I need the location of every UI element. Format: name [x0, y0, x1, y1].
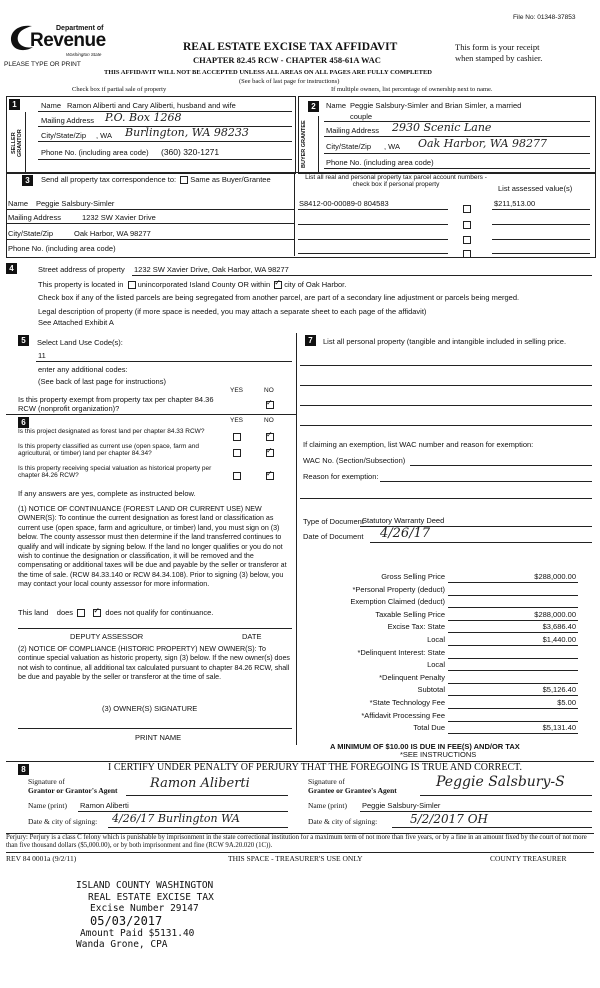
tax-row-value[interactable]: $5,126.40	[542, 685, 576, 694]
tax-row-value[interactable]: $5.00	[557, 698, 576, 707]
unincorporated-checkbox[interactable]	[128, 281, 136, 289]
buyer-city-prefix: , WA	[384, 142, 400, 151]
tax-row-label: *Delinquent Penalty	[379, 673, 445, 682]
list-parcels-header: List all real and personal property tax parcel account numbers - check box if personal property	[305, 174, 487, 188]
street-label: Street address of property	[38, 265, 125, 274]
tax-row-label: Excise Tax: State	[387, 622, 445, 631]
owner-signature-label: (3) OWNER(S) SIGNATURE	[102, 704, 198, 713]
buyer-city[interactable]: Oak Harbor, WA 98277	[418, 137, 548, 150]
seller-name-label: Name	[41, 101, 62, 110]
grantor-date-city[interactable]: 4/26/17 Burlington WA	[112, 812, 240, 825]
warning-text: THIS AFFIDAVIT WILL NOT BE ACCEPTED UNLESS ALL AREAS ON ALL PAGES ARE FULLY COMPLETED	[104, 69, 432, 76]
tax-row-line	[448, 620, 578, 621]
sec5-no-header: NO	[264, 387, 274, 394]
sec5-yes-header: YES	[230, 387, 244, 394]
historical-yes-checkbox[interactable]	[231, 467, 243, 485]
grantee-name-label: Name (print)	[308, 801, 347, 810]
stamp-line: Wanda Grone, CPA	[76, 939, 168, 950]
doc-date[interactable]: 4/26/17	[380, 526, 431, 541]
see-back-text: (See back of last page for instructions)	[239, 78, 340, 85]
property-street[interactable]: 1232 SW Xavier Drive, Oak Harbor, WA 98277	[134, 265, 289, 274]
if-yes-text: If any answers are yes, complete as instructed below.	[18, 489, 196, 498]
stamp-line: REAL ESTATE EXCISE TAX	[88, 891, 214, 903]
this-land-line: This land does ✓ does not qualify for continuance.	[18, 608, 213, 617]
tax-row-line	[448, 645, 578, 646]
historical-no-checkbox[interactable]	[264, 467, 276, 485]
tax-row-value[interactable]: $1,440.00	[542, 635, 576, 644]
seller-city-prefix: , WA	[96, 131, 112, 140]
same-as-buyer-checkbox[interactable]	[180, 176, 188, 184]
tax-row-line	[448, 721, 578, 722]
stamp-line: ISLAND COUNTY WASHINGTON	[76, 880, 214, 891]
grantor-sig-label-1: Signature of	[28, 777, 65, 786]
tax-row-label: Taxable Selling Price	[375, 610, 445, 619]
exempt-no-checkbox[interactable]	[264, 396, 276, 414]
form-title: REAL ESTATE EXCISE TAX AFFIDAVIT	[183, 41, 398, 53]
reason-label: Reason for exemption:	[303, 472, 379, 481]
grantee-signature[interactable]: Peggie Salsbury-S	[436, 774, 565, 790]
stamp-date: 05/03/2017	[90, 913, 163, 928]
send-correspondence: Send all property tax correspondence to: Same as Buyer/Grantee	[41, 175, 271, 184]
grantor-signature[interactable]: Ramon Aliberti	[150, 776, 250, 791]
segregated-line: Check box if any of the listed parcels are being segregated from another parcel, are part of a secondary line adjustment or parcels being merged.	[38, 293, 520, 302]
exempt-question: Is this property exempt from property tax per chapter 84.36 RCW (nonprofit organization)?	[18, 395, 214, 413]
tax-row-value[interactable]: $5,131.40	[542, 723, 576, 732]
sec3-mail-label: Mailing Address	[8, 213, 61, 222]
section-1-badge: 1	[9, 99, 20, 110]
tax-row-value[interactable]: $288,000.00	[534, 610, 576, 619]
tax-row-label: Total Due	[413, 723, 445, 732]
grantee-date-city[interactable]: 5/2/2017 OH	[410, 812, 489, 826]
buyer-name-line-2[interactable]: couple	[350, 112, 373, 121]
tax-row-label: Local	[427, 635, 445, 644]
tax-row-label: *State Technology Fee	[369, 698, 445, 707]
tax-row-line	[448, 607, 578, 608]
grantor-date-label: Date & city of signing:	[28, 817, 98, 826]
tax-row-label: *Affidavit Processing Fee	[361, 711, 445, 720]
revenue-wordmark: Revenue	[30, 30, 106, 51]
revenue-logo	[6, 20, 118, 60]
buyer-mail-label: Mailing Address	[326, 126, 379, 135]
seller-city[interactable]: Burlington, WA 98233	[125, 126, 249, 139]
tax-row-line	[448, 695, 578, 696]
seller-city-label: City/State/Zip	[41, 131, 87, 140]
additional-codes-label: enter any additional codes:	[38, 365, 128, 374]
grantor-name-label: Name (print)	[28, 801, 67, 810]
current-use-yes-checkbox[interactable]	[231, 444, 243, 462]
seller-mail-label: Mailing Address	[41, 116, 94, 125]
doc-date-label: Date of Document	[303, 532, 364, 541]
current-use-question: Is this property classified as current use (open space, farm and agricultural, or timber) land per chapter 84.34?	[18, 443, 200, 457]
forest-land-question: Is this project designated as forest land per chapter 84.33 RCW?	[18, 428, 205, 435]
tax-row-line	[448, 582, 578, 583]
tax-row-label: Local	[427, 660, 445, 669]
treasurer-stamp	[76, 880, 214, 951]
does-not-qualify-checkbox[interactable]	[93, 609, 101, 617]
legal-exhibit[interactable]: See Attached Exhibit A	[38, 318, 114, 327]
tax-row-line	[448, 683, 578, 684]
parcel-personal-checkbox-4[interactable]	[461, 245, 473, 263]
land-use-label: Select Land Use Code(s):	[37, 338, 123, 347]
within-city-checkbox[interactable]	[274, 281, 282, 289]
multiple-owners-text: If multiple owners, list percentage of ownership next to name.	[331, 86, 493, 93]
grantee-sig-label-1: Signature of	[308, 777, 345, 786]
section-2-badge: 2	[308, 101, 319, 112]
tax-row-line	[448, 708, 578, 709]
seller-name[interactable]: Ramon Aliberti and Cary Aliberti, husband and wife	[67, 101, 236, 110]
rev-number: REV 84 0001a (9/2/11)	[6, 854, 77, 863]
partial-sale-label: Check box if partial sale of property	[72, 86, 167, 93]
grantee-name[interactable]: Peggie Salsbury-Simler	[362, 801, 441, 810]
wac-label: WAC No. (Section/Subsection)	[303, 456, 406, 465]
section-3-badge: 3	[22, 175, 33, 186]
stamp-line: Amount Paid $5131.40	[80, 927, 195, 939]
sec3-city-label: City/State/Zip	[8, 229, 54, 238]
seller-phone[interactable]: (360) 320-1271	[161, 147, 220, 157]
current-use-no-checkbox[interactable]	[264, 444, 276, 462]
tax-row-label: *Delinquent Interest: State	[357, 648, 445, 657]
minimum-due: A MINIMUM OF $10.00 IS DUE IN FEE(S) AND/OR TAX	[330, 742, 520, 751]
sec3-mail[interactable]: 1232 SW Xavier Drive	[82, 213, 156, 222]
form-chapter: CHAPTER 82.45 RCW - CHAPTER 458-61A WAC	[193, 55, 381, 65]
doc-type-label: Type of Document	[303, 517, 364, 526]
tax-row-label: Subtotal	[417, 685, 445, 694]
receipt-line-2: when stamped by cashier.	[455, 53, 543, 63]
sec3-name[interactable]: Peggie Salsbury-Simler	[36, 199, 115, 208]
tax-row-line	[448, 670, 578, 671]
seller-phone-label: Phone No. (including area code)	[41, 148, 149, 157]
buyer-name-label: Name	[326, 101, 347, 110]
tax-row-label: Gross Selling Price	[381, 572, 445, 581]
historical-question: Is this property receiving special valuation as historical property per chapter 84.26 RCW?	[18, 465, 212, 479]
date-label: DATE	[242, 632, 262, 641]
tax-row-value[interactable]: $3,686.40	[542, 622, 576, 631]
section-8-badge: 8	[18, 764, 29, 775]
sec3-phone-label: Phone No. (including area code)	[8, 244, 116, 253]
see-instructions: *SEE INSTRUCTIONS	[400, 750, 477, 759]
certify-statement: I CERTIFY UNDER PENALTY OF PERJURY THAT THE FOREGOING IS TRUE AND CORRECT.	[108, 762, 522, 773]
buyer-phone-label: Phone No. (including area code)	[326, 158, 434, 167]
deputy-assessor-label: DEPUTY ASSESSOR	[70, 632, 144, 641]
buyer-side-label: BUYER GRANTEE	[301, 120, 307, 168]
tax-row-value[interactable]: $288,000.00	[534, 572, 576, 581]
print-name-label: PRINT NAME	[135, 733, 182, 742]
legal-desc-label: Legal description of property (if more space is needed, you may attach a separate sheet to each page of the affidavit)	[38, 307, 427, 316]
tax-row-line	[448, 595, 578, 596]
section-5-badge: 5	[18, 335, 29, 346]
notice-continuance: (1) NOTICE OF CONTINUANCE (FOREST LAND OR CURRENT USE) NEW OWNER(S): To continue the current designation as forest land or classification as current use (open space, farm and agriculture, or timber) land, you must sign on (3) below. The county assessor must then determine if the land transferred continues to qualify and will indicate by signing below. If the land no longer qualifies or you do not wish to continue the designation or classification, it will be removed and the compensating or additional taxes will be due and payable by the seller or transferor at the time of sale. (RCW 84.33.140 or RCW 84.34.108). Prior to signing (3) below, you may contact your local county assessor for more information.	[18, 505, 287, 589]
grantor-name[interactable]: Ramon Aliberti	[80, 801, 129, 810]
treasurer-space: THIS SPACE - TREASURER'S USE ONLY	[228, 854, 363, 863]
grantor-agent-label: Grantor or Grantor's Agent	[28, 786, 118, 795]
notice-compliance: (2) NOTICE OF COMPLIANCE (HISTORIC PROPERTY) NEW OWNER(S): To continue special valuation as historic property, sign (3) below. If the new owner(s) does not wish to continue, all additional tax calculated pursuant to chapter 84.26 RCW, shall be due and payable by the seller or transferor at the time of sale.	[18, 645, 290, 682]
section-7-badge: 7	[305, 335, 316, 346]
list-assessed-header: List assessed value(s)	[498, 184, 573, 193]
tax-row-label: *Personal Property (deduct)	[352, 585, 445, 594]
file-number: File No: 01348-37853	[513, 14, 576, 21]
seller-side-label: SELLER GRANTOR	[11, 129, 23, 157]
doc-type[interactable]: Statutory Warranty Deed	[362, 516, 445, 525]
perjury-notice: Perjury: Perjury is a class C felony which is punishable by imprisonment in the state correctional institution for a maximum term of not more than five years, or by a fine in an amount fixed by the court of not more than five thousand dollars ($5,000.00), or by both imprisonment and fine (RCW 9A.20.020 (1C)).	[6, 834, 587, 850]
seller-mail[interactable]: P.O. Box 1268	[105, 111, 182, 124]
dept-of-text: Department of	[56, 25, 104, 32]
sec3-city[interactable]: Oak Harbor, WA 98277	[74, 229, 151, 238]
sec3-name-label: Name	[8, 199, 29, 208]
section-4-badge: 4	[6, 263, 17, 274]
stamp-line: Excise Number 29147	[90, 903, 199, 914]
washington-state-text: Washington State	[66, 52, 102, 57]
buyer-name[interactable]: Peggie Salsbury-Simler and Brian Simler, a married	[350, 101, 522, 110]
sec5-see-back: (See back of last page for instructions)	[38, 377, 166, 386]
does-qualify-checkbox[interactable]	[77, 609, 85, 617]
tax-row-line	[448, 733, 578, 734]
parcel-number[interactable]: S8412-00-00089-0 804583	[299, 199, 389, 208]
buyer-mail[interactable]: 2930 Scenic Lane	[392, 121, 492, 134]
buyer-city-label: City/State/Zip	[326, 142, 372, 151]
sec6-no-header: NO	[264, 417, 274, 424]
type-or-print: PLEASE TYPE OR PRINT	[4, 61, 81, 68]
list-personal-property: List all personal property (tangible and intangible included in selling price.	[323, 337, 567, 346]
tax-row-line	[448, 632, 578, 633]
tax-row-label: Exemption Claimed (deduct)	[350, 597, 445, 606]
county-treasurer: COUNTY TREASURER	[490, 854, 567, 863]
located-line: This property is located in unincorporated Island County OR within ✓ city of Oak Harbor.	[38, 280, 346, 289]
tax-row-line	[448, 658, 578, 659]
claiming-exemption: If claiming an exemption, list WAC number and reason for exemption:	[303, 440, 534, 449]
sec6-yes-header: YES	[230, 417, 244, 424]
grantee-date-label: Date & city of signing:	[308, 817, 378, 826]
land-use-code[interactable]: 11	[38, 351, 46, 360]
section-6-badge: 6	[18, 417, 29, 428]
assessed-value[interactable]: $211,513.00	[494, 199, 536, 208]
receipt-line-1: This form is your receipt	[455, 42, 540, 52]
grantee-agent-label: Grantee or Grantee's Agent	[308, 786, 397, 795]
